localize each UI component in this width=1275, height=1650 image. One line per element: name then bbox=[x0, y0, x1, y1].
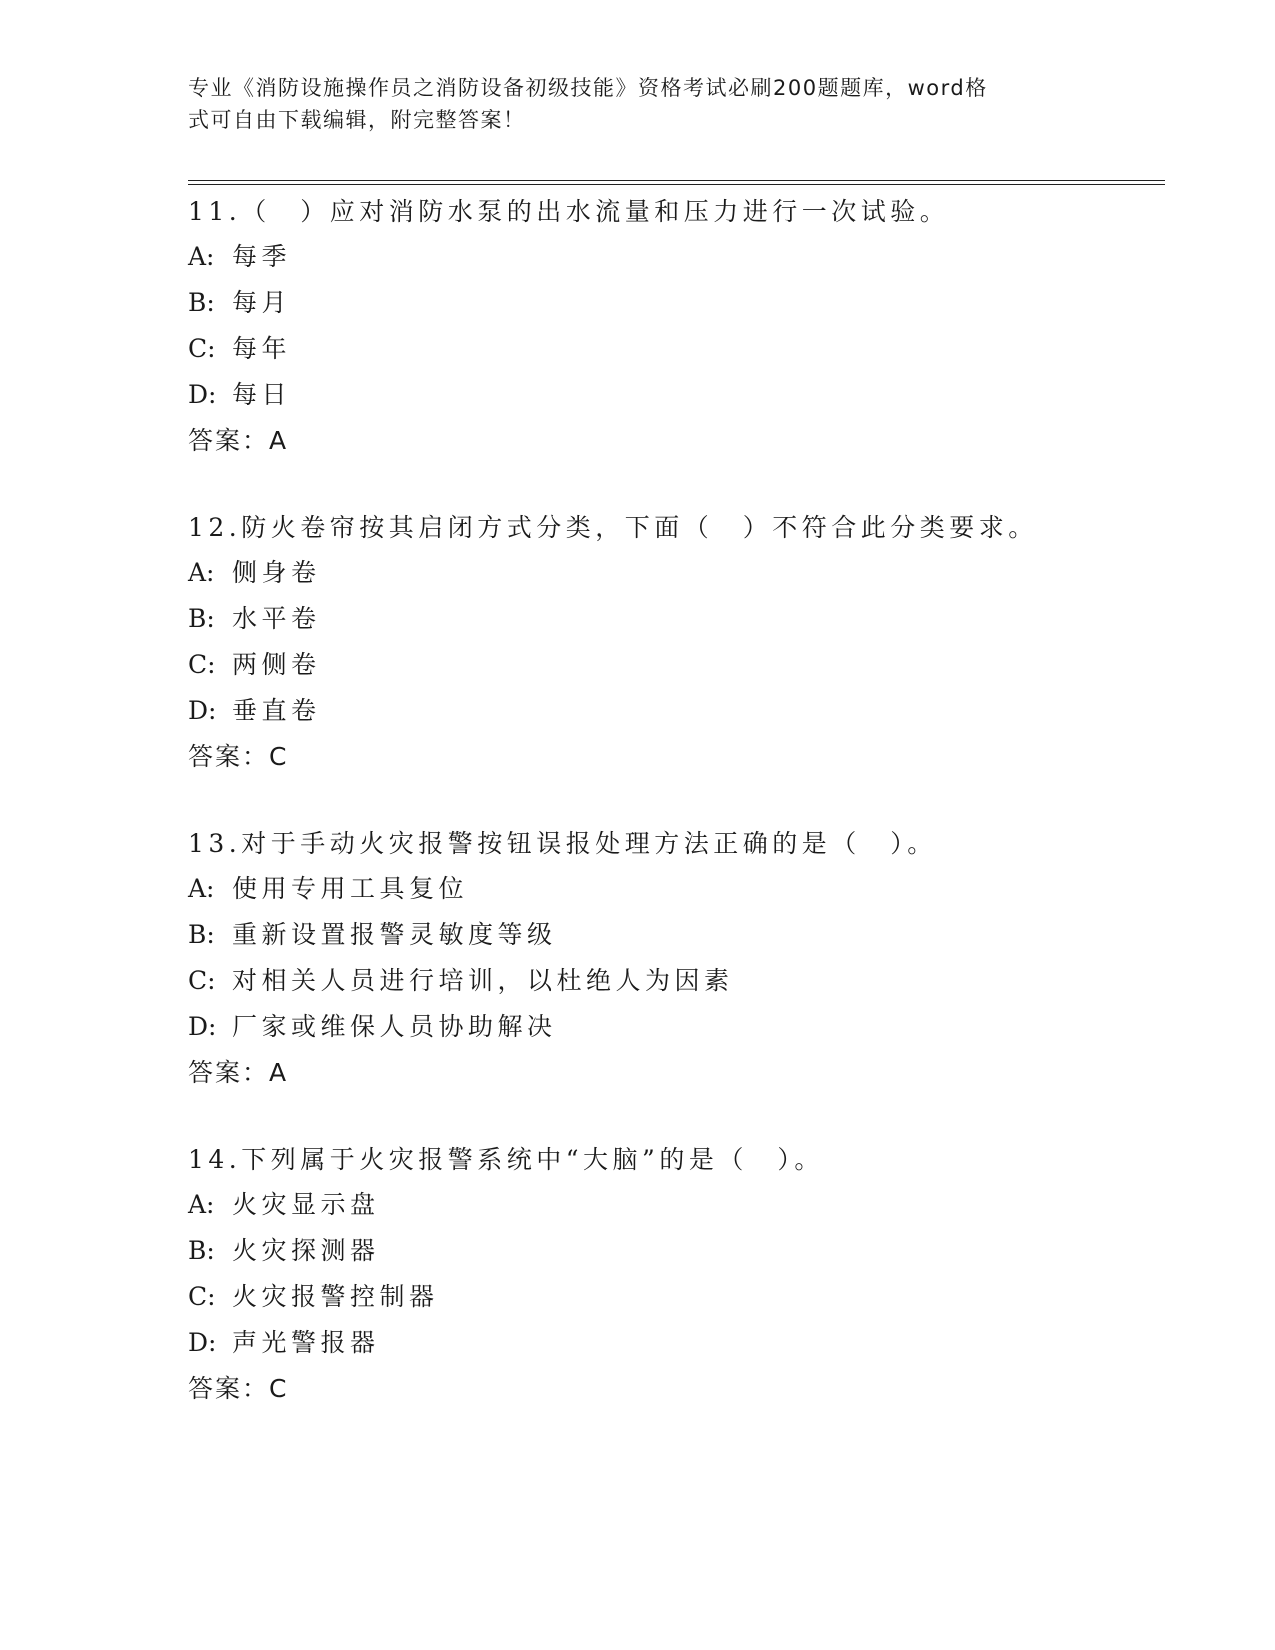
option-letter: C: bbox=[188, 966, 216, 995]
option-text: 厂家或维保人员协助解决 bbox=[232, 1012, 557, 1041]
answer-line: 答案：C bbox=[188, 1374, 289, 1403]
option-letter: A: bbox=[188, 242, 215, 271]
option-letter: C: bbox=[188, 1282, 216, 1311]
option-letter: C: bbox=[188, 334, 216, 363]
question-stem: 11.（ ）应对消防水泵的出水流量和压力进行一次试验。 bbox=[188, 197, 950, 226]
option-letter: A: bbox=[188, 1190, 215, 1219]
question-11 bbox=[188, 190, 1168, 464]
option-letter: B: bbox=[188, 288, 215, 317]
option-text: 每年 bbox=[232, 334, 292, 363]
header-line-1: 专业《消防设施操作员之消防设备初级技能》资格考试必刷200题题库，word格 bbox=[188, 76, 988, 100]
header-line-2: 式可自由下载编辑，附完整答案！ bbox=[188, 108, 526, 132]
option-c bbox=[188, 1274, 1168, 1320]
option-text: 火灾显示盘 bbox=[232, 1190, 380, 1219]
option-letter: B: bbox=[188, 1236, 215, 1265]
option-d bbox=[188, 1004, 1168, 1050]
option-d bbox=[188, 1320, 1168, 1366]
option-text: 水平卷 bbox=[232, 604, 321, 633]
question-stem: 14.下列属于火灾报警系统中“大脑”的是（ ）。 bbox=[188, 1145, 824, 1174]
option-a bbox=[188, 234, 1168, 280]
question-stem: 13.对于手动火灾报警按钮误报处理方法正确的是（ ）。 bbox=[188, 829, 937, 858]
option-b bbox=[188, 912, 1168, 958]
document-header bbox=[188, 72, 1068, 136]
header-divider-top bbox=[188, 180, 1165, 181]
option-text: 侧身卷 bbox=[232, 558, 321, 587]
question-list bbox=[188, 190, 1168, 1454]
option-letter: D: bbox=[188, 696, 217, 725]
option-d bbox=[188, 372, 1168, 418]
header-divider-bottom bbox=[188, 184, 1165, 185]
option-text: 使用专用工具复位 bbox=[232, 874, 469, 903]
option-a bbox=[188, 550, 1168, 596]
option-text: 火灾探测器 bbox=[232, 1236, 380, 1265]
question-12 bbox=[188, 506, 1168, 780]
option-text: 火灾报警控制器 bbox=[232, 1282, 439, 1311]
option-a bbox=[188, 866, 1168, 912]
option-c bbox=[188, 958, 1168, 1004]
option-b bbox=[188, 1228, 1168, 1274]
option-b bbox=[188, 596, 1168, 642]
option-letter: D: bbox=[188, 380, 217, 409]
option-letter: B: bbox=[188, 604, 215, 633]
answer-line: 答案：A bbox=[188, 426, 289, 455]
option-text: 两侧卷 bbox=[232, 650, 321, 679]
option-letter: B: bbox=[188, 920, 215, 949]
question-stem: 12.防火卷帘按其启闭方式分类，下面（ ）不符合此分类要求。 bbox=[188, 513, 1038, 542]
option-text: 对相关人员进行培训，以杜绝人为因素 bbox=[232, 966, 734, 995]
option-b bbox=[188, 280, 1168, 326]
option-letter: D: bbox=[188, 1012, 217, 1041]
option-text: 重新设置报警灵敏度等级 bbox=[232, 920, 557, 949]
option-text: 每月 bbox=[232, 288, 292, 317]
option-letter: D: bbox=[188, 1328, 217, 1357]
option-text: 每季 bbox=[232, 242, 292, 271]
option-letter: C: bbox=[188, 650, 216, 679]
option-c bbox=[188, 642, 1168, 688]
option-letter: A: bbox=[188, 558, 215, 587]
question-14 bbox=[188, 1138, 1168, 1412]
answer-line: 答案：A bbox=[188, 1058, 289, 1087]
option-a bbox=[188, 1182, 1168, 1228]
option-text: 声光警报器 bbox=[232, 1328, 380, 1357]
answer-line: 答案：C bbox=[188, 742, 289, 771]
option-d bbox=[188, 688, 1168, 734]
question-13 bbox=[188, 822, 1168, 1096]
option-text: 垂直卷 bbox=[232, 696, 321, 725]
option-text: 每日 bbox=[232, 380, 292, 409]
option-c bbox=[188, 326, 1168, 372]
option-letter: A: bbox=[188, 874, 215, 903]
